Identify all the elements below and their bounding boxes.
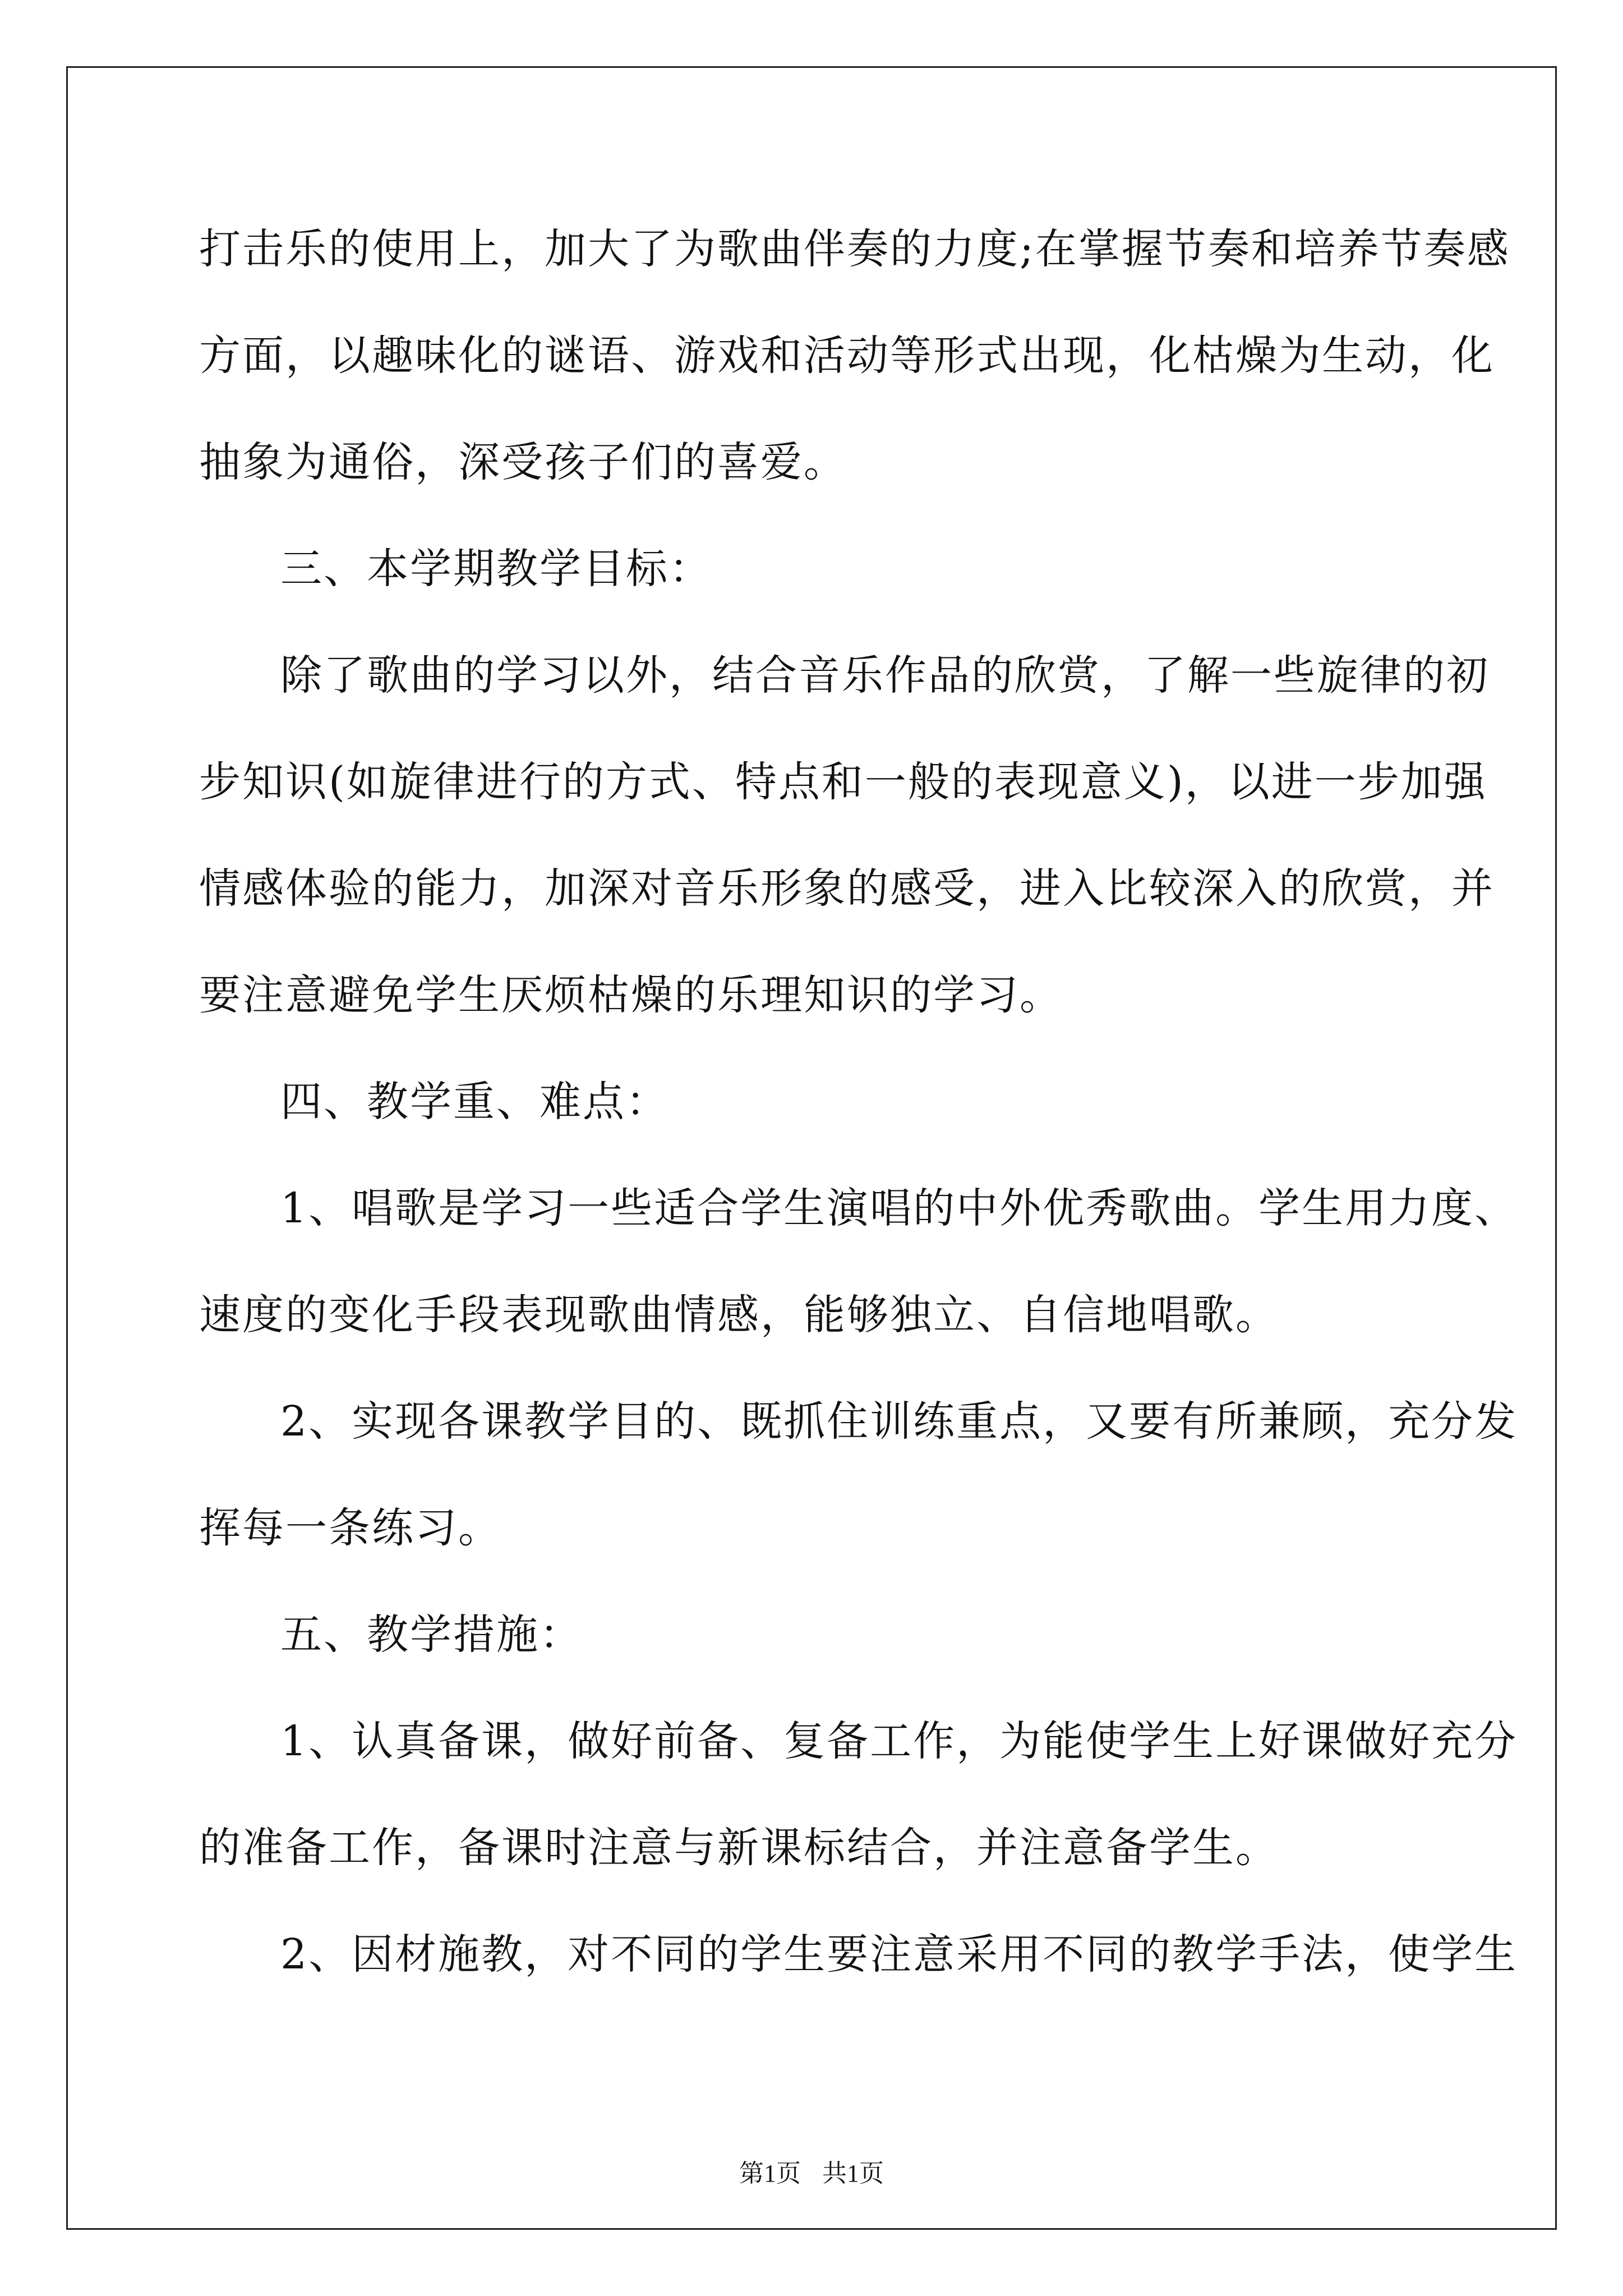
text-line: 除了歌曲的学习以外，结合音乐作品的欣赏，了解一些旋律的初 <box>280 651 1490 700</box>
text-line: 速度的变化手段表现歌曲情感，能够独立、自信地唱歌。 <box>199 1291 1279 1339</box>
text-line: 1、认真备课，做好前备、复备工作，为能使学生上好课做好充分 <box>280 1717 1518 1765</box>
section-heading: 五、教学措施： <box>280 1611 583 1659</box>
text-line: 2、实现各课教学目的、既抓住训练重点，又要有所兼顾，充分发 <box>280 1397 1518 1446</box>
text-line: 2、因材施教，对不同的学生要注意采用不同的教学手法，使学生 <box>280 1930 1518 1978</box>
text-line: 打击乐的使用上，加大了为歌曲伴奏的力度;在掌握节奏和培养节奏感 <box>199 225 1510 273</box>
page-number: 第1页 <box>739 2160 801 2187</box>
page-total: 共1页 <box>822 2160 884 2187</box>
text-line: 抽象为通俗，深受孩子们的喜爱。 <box>199 438 847 486</box>
text-line: 1、唱歌是学习一些适合学生演唱的中外优秀歌曲。学生用力度、 <box>280 1184 1518 1232</box>
text-line: 情感体验的能力，加深对音乐形象的感受，进入比较深入的欣赏，并 <box>199 864 1495 913</box>
text-line: 要注意避免学生厌烦枯燥的乐理知识的学习。 <box>199 971 1063 1019</box>
section-heading: 四、教学重、难点： <box>280 1078 669 1126</box>
text-line: 挥每一条练习。 <box>199 1504 501 1552</box>
page-border <box>66 66 1557 2230</box>
section-heading: 三、本学期教学目标： <box>280 545 712 593</box>
text-line: 方面，以趣味化的谜语、游戏和活动等形式出现，化枯燥为生动，化 <box>199 332 1495 380</box>
page-footer <box>0 2157 1623 2191</box>
text-line: 步知识(如旋律进行的方式、特点和一般的表现意义)，以进一步加强 <box>199 758 1487 806</box>
text-line: 的准备工作，备课时注意与新课标结合，并注意备学生。 <box>199 1824 1279 1872</box>
